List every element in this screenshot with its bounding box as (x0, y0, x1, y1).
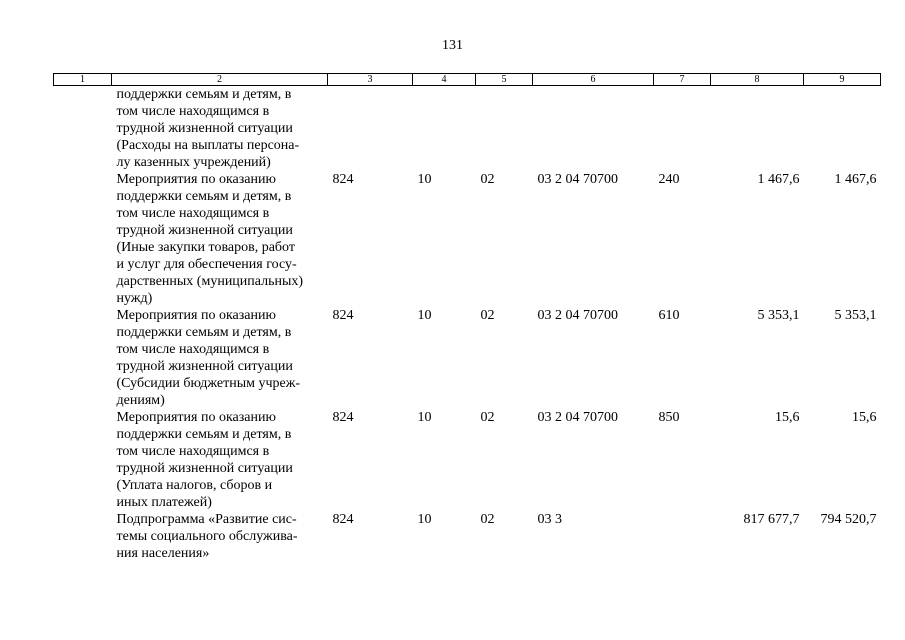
cell-empty (54, 307, 112, 409)
name-line: том числе находящимся в (116, 342, 270, 357)
name-line: (Уплата налогов, сборов и (116, 478, 273, 493)
table-row (54, 511, 881, 562)
expense-name (112, 307, 328, 409)
table-row (54, 307, 881, 409)
subsection-code: 02 (480, 512, 495, 527)
expense-type-code (654, 511, 711, 562)
target-article-code: 03 3 (537, 512, 562, 527)
name-line: (Иные закупки товаров, работ (116, 240, 295, 255)
cell-empty (54, 171, 112, 307)
table-row (54, 409, 881, 511)
name-line: и услуг для обеспечения госу- (116, 257, 297, 272)
table-header (54, 74, 881, 86)
table-row (54, 86, 881, 172)
name-line: том числе находящимся в (116, 104, 270, 119)
name-line: том числе находящимся в (116, 444, 270, 459)
amount-column-8: 15,6 (775, 410, 800, 425)
column-header-5: 5 (476, 74, 533, 86)
name-line: трудной жизненной ситуации (116, 121, 293, 136)
ministry-code: 824 (332, 410, 354, 425)
expense-type-code (654, 86, 711, 172)
expense-name (112, 86, 328, 172)
name-line: Мероприятия по оказанию (116, 172, 276, 187)
column-header-4: 4 (413, 74, 476, 86)
expense-name (112, 409, 328, 511)
table-row (54, 171, 881, 307)
name-line: дениям) (116, 393, 165, 408)
expense-name (112, 171, 328, 307)
name-line: Мероприятия по оказанию (116, 410, 276, 425)
header-row (54, 74, 881, 86)
amount-column-9: 5 353,1 (834, 308, 877, 323)
name-line: иных платежей) (116, 495, 212, 510)
section-code: 10 (417, 308, 432, 323)
expense-type-code: 240 (658, 172, 680, 187)
target-article-code (533, 86, 654, 172)
section-code: 10 (417, 172, 432, 187)
name-line: дарственных (муниципальных) (116, 274, 304, 289)
table-body (54, 86, 881, 563)
target-article-code: 03 2 04 70700 (537, 172, 618, 187)
subsection-code: 02 (480, 172, 495, 187)
column-header-7: 7 (654, 74, 711, 86)
name-line: лу казенных учреждений) (116, 155, 271, 170)
cell-empty (54, 511, 112, 562)
name-line: (Субсидии бюджетным учреж- (116, 376, 301, 391)
name-line: поддержки семьям и детям, в (116, 427, 292, 442)
expense-name (112, 511, 328, 562)
amount-column-8 (711, 86, 804, 172)
target-article-code: 03 2 04 70700 (537, 410, 618, 425)
subsection-code: 02 (480, 410, 495, 425)
amount-column-9: 15,6 (852, 410, 877, 425)
name-line: ния населения» (116, 546, 210, 561)
ministry-code: 824 (332, 512, 354, 527)
name-line: поддержки семьям и детям, в (116, 325, 292, 340)
page-number: 131 (442, 38, 463, 53)
ministry-code: 824 (332, 172, 354, 187)
amount-column-9 (804, 86, 881, 172)
name-line: нужд) (116, 291, 153, 306)
subsection-code: 02 (480, 308, 495, 323)
budget-table (53, 73, 881, 562)
expense-type-code: 850 (658, 410, 680, 425)
name-line: том числе находящимся в (116, 206, 270, 221)
name-line: трудной жизненной ситуации (116, 461, 293, 476)
name-line: Мероприятия по оказанию (116, 308, 276, 323)
column-header-3: 3 (328, 74, 413, 86)
cell-empty (54, 86, 112, 172)
amount-column-8: 1 467,6 (757, 172, 800, 187)
column-header-6: 6 (533, 74, 654, 86)
amount-column-8: 5 353,1 (757, 308, 800, 323)
expense-type-code: 610 (658, 308, 680, 323)
column-header-8: 8 (711, 74, 804, 86)
name-line: поддержки семьям и детям, в (116, 87, 292, 102)
name-line: поддержки семьям и детям, в (116, 189, 292, 204)
column-header-1: 1 (54, 74, 112, 86)
section-code: 10 (417, 512, 432, 527)
target-article-code: 03 2 04 70700 (537, 308, 618, 323)
amount-column-8: 817 677,7 (743, 512, 800, 527)
name-line: трудной жизненной ситуации (116, 223, 293, 238)
name-line: Подпрограмма «Развитие сис- (116, 512, 297, 527)
section-code (413, 86, 476, 172)
section-code: 10 (417, 410, 432, 425)
amount-column-9: 794 520,7 (820, 512, 877, 527)
name-line: трудной жизненной ситуации (116, 359, 293, 374)
ministry-code (328, 86, 413, 172)
ministry-code: 824 (332, 308, 354, 323)
column-header-9: 9 (804, 74, 881, 86)
column-header-2: 2 (112, 74, 328, 86)
amount-column-9: 1 467,6 (834, 172, 877, 187)
cell-empty (54, 409, 112, 511)
subsection-code (476, 86, 533, 172)
name-line: (Расходы на выплаты персона- (116, 138, 300, 153)
name-line: темы социального обслужива- (116, 529, 298, 544)
